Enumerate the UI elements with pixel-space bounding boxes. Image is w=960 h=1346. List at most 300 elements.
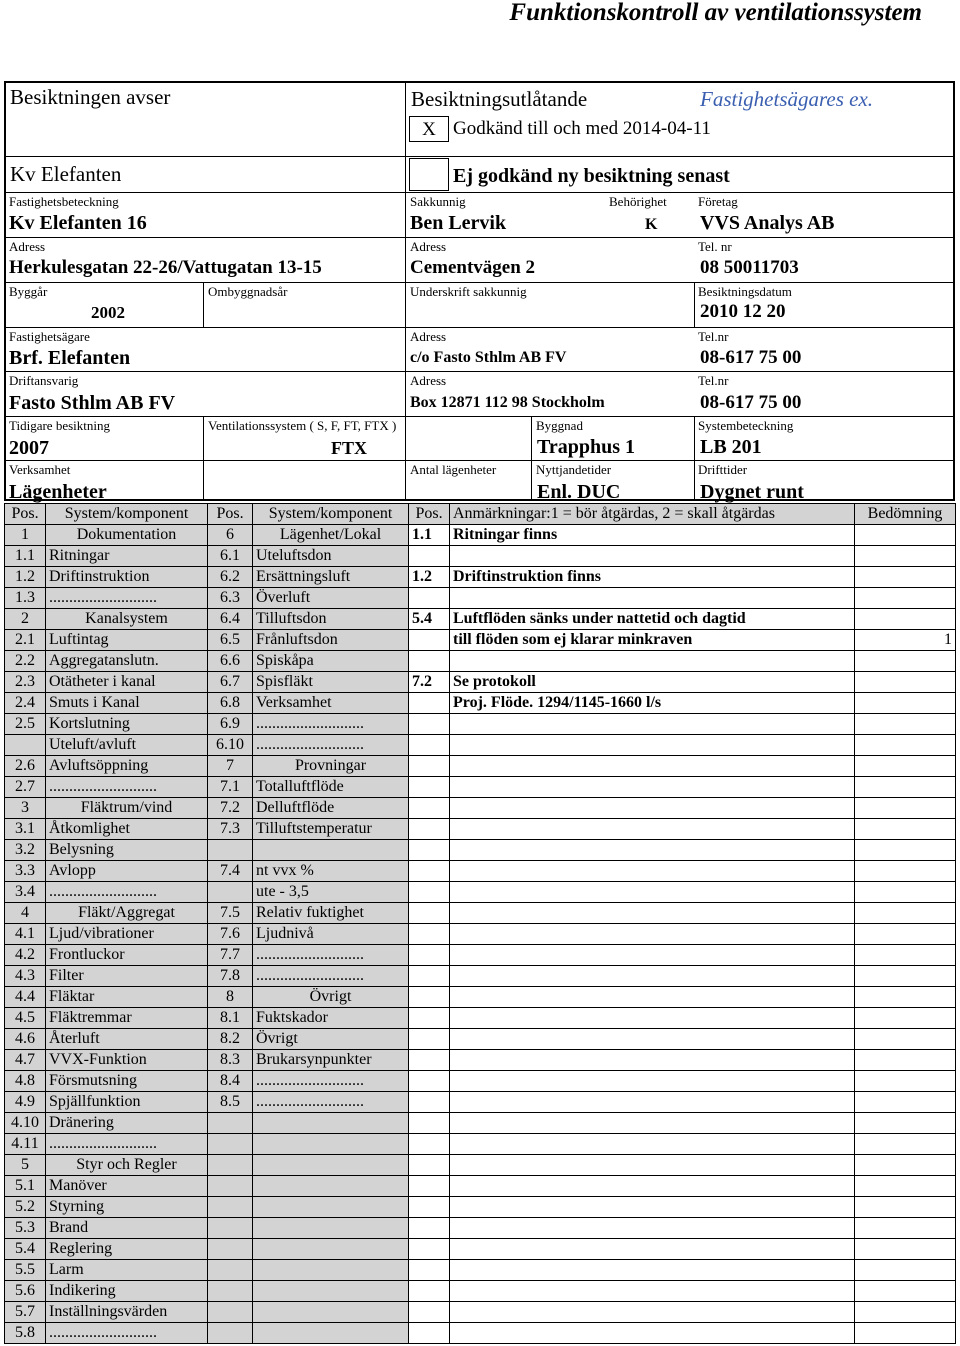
table-cell: 4.5 xyxy=(5,1008,46,1029)
table-cell xyxy=(208,1113,253,1134)
table-cell xyxy=(208,1176,253,1197)
sakkunnig-value: Ben Lervik xyxy=(410,212,507,234)
assessment-cell[interactable] xyxy=(855,1008,956,1029)
table-row xyxy=(5,546,956,567)
remark-cell[interactable] xyxy=(450,924,855,945)
table-cell: 4.4 xyxy=(5,987,46,1008)
assessment-cell[interactable] xyxy=(855,966,956,987)
table-cell: 4.10 xyxy=(5,1113,46,1134)
table-cell: 5 xyxy=(5,1155,46,1176)
table-row xyxy=(5,840,956,861)
table-cell: Ljud/vibrationer xyxy=(46,924,208,945)
table-cell: Indikering xyxy=(46,1281,208,1302)
table-cell xyxy=(253,1134,409,1155)
assessment-cell[interactable] xyxy=(855,756,956,777)
verksamhet-value: Lägenheter xyxy=(9,481,107,503)
table-cell: Brand xyxy=(46,1218,208,1239)
systembeteckning-label: Systembeteckning xyxy=(698,418,794,433)
table-cell: 6 xyxy=(208,525,253,546)
besiktningsutlatande-label: Besiktningsutlåtande xyxy=(411,87,588,111)
remark-cell[interactable] xyxy=(450,1113,855,1134)
table-cell: 5.3 xyxy=(5,1218,46,1239)
table-cell: 7.6 xyxy=(208,924,253,945)
remark-cell[interactable]: Luftflöden sänks under nattetid och dagtid xyxy=(450,609,855,630)
remark-cell[interactable] xyxy=(450,1155,855,1176)
table-cell xyxy=(409,1302,450,1323)
table-header-cell: System/komponent xyxy=(253,504,409,525)
table-cell xyxy=(409,882,450,903)
table-cell: 8 xyxy=(208,987,253,1008)
table-cell: 6.5 xyxy=(208,630,253,651)
assessment-cell[interactable] xyxy=(855,882,956,903)
table-cell xyxy=(409,546,450,567)
table-cell xyxy=(409,588,450,609)
copy-label: Fastighetsägares ex. xyxy=(700,87,874,111)
table-cell: 1.1 xyxy=(5,546,46,567)
divider xyxy=(4,416,955,417)
table-cell: 4.1 xyxy=(5,924,46,945)
table-cell xyxy=(5,735,46,756)
remark-cell[interactable] xyxy=(450,798,855,819)
table-cell xyxy=(409,819,450,840)
table-cell: 1.3 xyxy=(5,588,46,609)
table-cell xyxy=(253,1281,409,1302)
table-row xyxy=(5,588,956,609)
table-header-cell: System/komponent xyxy=(46,504,208,525)
table-row xyxy=(5,567,956,588)
table-cell: 5.2 xyxy=(5,1197,46,1218)
table-cell: ........................... xyxy=(46,588,208,609)
nyttjandetider-label: Nyttjandetider xyxy=(536,462,612,477)
assessment-cell[interactable] xyxy=(855,924,956,945)
table-cell: 1.1 xyxy=(409,525,450,546)
remark-cell[interactable] xyxy=(450,714,855,735)
table-cell: 5.7 xyxy=(5,1302,46,1323)
remark-cell[interactable] xyxy=(450,840,855,861)
table-cell: Övrigt xyxy=(253,987,409,1008)
table-row xyxy=(5,1239,956,1260)
table-cell xyxy=(409,798,450,819)
table-cell: Kortslutning xyxy=(46,714,208,735)
tidigare-value: 2007 xyxy=(9,437,49,459)
assessment-cell[interactable] xyxy=(855,1323,956,1344)
assessment-cell[interactable] xyxy=(855,1092,956,1113)
assessment-cell[interactable] xyxy=(855,1176,956,1197)
remark-cell[interactable] xyxy=(450,1323,855,1344)
table-cell: 6.3 xyxy=(208,588,253,609)
table-cell: 8.1 xyxy=(208,1008,253,1029)
table-cell xyxy=(409,756,450,777)
table-cell: Larm xyxy=(46,1260,208,1281)
table-cell: ........................... xyxy=(253,945,409,966)
table-row xyxy=(5,693,956,714)
table-cell: 2.7 xyxy=(5,777,46,798)
table-cell: Uteluftsdon xyxy=(253,546,409,567)
table-cell: 8.5 xyxy=(208,1092,253,1113)
table-cell xyxy=(208,1323,253,1344)
assessment-cell[interactable] xyxy=(855,945,956,966)
assessment-cell[interactable] xyxy=(855,588,956,609)
table-cell: 7.7 xyxy=(208,945,253,966)
remark-cell[interactable] xyxy=(450,777,855,798)
table-cell xyxy=(409,966,450,987)
table-cell xyxy=(409,651,450,672)
assessment-cell[interactable] xyxy=(855,861,956,882)
table-cell: ........................... xyxy=(46,882,208,903)
table-cell: Relativ fuktighet xyxy=(253,903,409,924)
table-cell: 4.3 xyxy=(5,966,46,987)
table-cell: ........................... xyxy=(253,1071,409,1092)
driftansvarig-label: Driftansvarig xyxy=(9,373,79,388)
assessment-cell[interactable] xyxy=(855,1071,956,1092)
table-cell: 3.1 xyxy=(5,819,46,840)
table-cell: ........................... xyxy=(46,1323,208,1344)
table-cell: Filter xyxy=(46,966,208,987)
table-cell: 7 xyxy=(208,756,253,777)
table-cell: 3.2 xyxy=(5,840,46,861)
table-cell: Provningar xyxy=(253,756,409,777)
assessment-cell[interactable] xyxy=(855,1218,956,1239)
foretag-value: VVS Analys AB xyxy=(700,212,835,234)
table-cell: 4.8 xyxy=(5,1071,46,1092)
table-cell: Dränering xyxy=(46,1113,208,1134)
tidigare-label: Tidigare besiktning xyxy=(9,418,110,433)
table-cell: Luftintag xyxy=(46,630,208,651)
table-row xyxy=(5,1092,956,1113)
ventsystem-label: Ventilationssystem ( S, F, FT, FTX ) xyxy=(208,418,397,433)
table-header-cell: Anmärkningar:1 = bör åtgärdas, 2 = skall åtgärdas xyxy=(450,504,855,525)
assessment-cell[interactable] xyxy=(855,693,956,714)
table-row xyxy=(5,882,956,903)
remark-cell[interactable] xyxy=(450,1029,855,1050)
divider xyxy=(531,416,532,500)
table-cell xyxy=(253,1155,409,1176)
driftansvarig-value: Fasto Sthlm AB FV xyxy=(9,392,176,414)
table-cell: Spisfläkt xyxy=(253,672,409,693)
table-cell: Aggregatanslutn. xyxy=(46,651,208,672)
table-cell: ........................... xyxy=(46,777,208,798)
table-row xyxy=(5,903,956,924)
inspection-table xyxy=(4,503,956,1344)
table-cell xyxy=(208,1155,253,1176)
remark-cell[interactable] xyxy=(450,882,855,903)
assessment-cell[interactable] xyxy=(855,1239,956,1260)
table-cell: 5.5 xyxy=(5,1260,46,1281)
table-cell: Tilluftstemperatur xyxy=(253,819,409,840)
table-cell: Styrning xyxy=(46,1197,208,1218)
table-row xyxy=(5,1218,956,1239)
remark-cell[interactable] xyxy=(450,819,855,840)
foretag-label: Företag xyxy=(698,194,738,209)
remark-cell[interactable]: Se protokoll xyxy=(450,672,855,693)
table-cell: 6.4 xyxy=(208,609,253,630)
table-cell: ........................... xyxy=(253,1092,409,1113)
assessment-cell[interactable] xyxy=(855,903,956,924)
table-cell xyxy=(208,882,253,903)
table-cell: 2.2 xyxy=(5,651,46,672)
table-cell: Spjällfunktion xyxy=(46,1092,208,1113)
table-cell: Ersättningsluft xyxy=(253,567,409,588)
table-cell: 6.9 xyxy=(208,714,253,735)
assessment-cell[interactable] xyxy=(855,546,956,567)
table-cell xyxy=(409,1050,450,1071)
table-cell xyxy=(409,1071,450,1092)
remark-cell[interactable]: Proj. Flöde. 1294/1145-1660 l/s xyxy=(450,693,855,714)
telnr-label: Tel.nr xyxy=(698,373,729,388)
table-cell xyxy=(409,777,450,798)
assessment-cell[interactable]: 1 xyxy=(855,630,956,651)
table-cell: Dokumentation xyxy=(46,525,208,546)
assessment-cell[interactable] xyxy=(855,1260,956,1281)
table-row xyxy=(5,1155,956,1176)
table-row xyxy=(5,1260,956,1281)
table-cell: 4.7 xyxy=(5,1050,46,1071)
behorighet-label: Behörighet xyxy=(609,194,667,209)
remark-cell[interactable] xyxy=(450,1050,855,1071)
ombyggnadsar-label: Ombyggnadsår xyxy=(208,284,288,299)
remark-cell[interactable]: Driftinstruktion finns xyxy=(450,567,855,588)
assessment-cell[interactable] xyxy=(855,609,956,630)
assessment-cell[interactable] xyxy=(855,714,956,735)
besiktningsdatum-label: Besiktningsdatum xyxy=(698,284,792,299)
table-cell xyxy=(409,861,450,882)
divider xyxy=(203,282,204,327)
table-cell: ........................... xyxy=(253,735,409,756)
table-cell: Fuktskador xyxy=(253,1008,409,1029)
assessment-cell[interactable] xyxy=(855,735,956,756)
assessment-cell[interactable] xyxy=(855,1050,956,1071)
table-row xyxy=(5,819,956,840)
table-cell: Frontluckor xyxy=(46,945,208,966)
ej-godkand-checkbox[interactable] xyxy=(409,158,449,191)
remark-cell[interactable] xyxy=(450,1197,855,1218)
table-header-cell: Pos. xyxy=(409,504,450,525)
table-cell: Verksamhet xyxy=(253,693,409,714)
table-cell: 4 xyxy=(5,903,46,924)
table-cell: 6.1 xyxy=(208,546,253,567)
table-cell xyxy=(208,1239,253,1260)
table-cell: Lägenhet/Lokal xyxy=(253,525,409,546)
table-row xyxy=(5,1176,956,1197)
table-cell: 6.7 xyxy=(208,672,253,693)
remark-cell[interactable] xyxy=(450,1281,855,1302)
assessment-cell[interactable] xyxy=(855,798,956,819)
assessment-cell[interactable] xyxy=(855,525,956,546)
table-cell: 3 xyxy=(5,798,46,819)
table-cell xyxy=(409,1260,450,1281)
remark-cell[interactable] xyxy=(450,651,855,672)
table-cell xyxy=(409,1113,450,1134)
assessment-cell[interactable] xyxy=(855,819,956,840)
table-cell xyxy=(409,1176,450,1197)
assessment-cell[interactable] xyxy=(855,1197,956,1218)
remark-cell[interactable] xyxy=(450,1092,855,1113)
table-row xyxy=(5,672,956,693)
table-row xyxy=(5,1071,956,1092)
table-cell: Brukarsynpunkter xyxy=(253,1050,409,1071)
drifttider-label: Drifttider xyxy=(698,462,748,477)
nyttjandetider-value: Enl. DUC xyxy=(537,481,621,503)
divider xyxy=(4,327,955,328)
assessment-cell[interactable] xyxy=(855,1302,956,1323)
remark-cell[interactable] xyxy=(450,588,855,609)
table-cell xyxy=(208,1260,253,1281)
table-cell xyxy=(208,1197,253,1218)
table-cell xyxy=(253,1302,409,1323)
table-cell: 7.8 xyxy=(208,966,253,987)
table-header-cell: Bedömning xyxy=(855,504,956,525)
table-cell: ........................... xyxy=(253,966,409,987)
table-cell xyxy=(409,693,450,714)
remark-cell[interactable] xyxy=(450,987,855,1008)
table-cell: 4.9 xyxy=(5,1092,46,1113)
table-cell xyxy=(409,1092,450,1113)
remark-cell[interactable] xyxy=(450,1071,855,1092)
remark-cell[interactable] xyxy=(450,945,855,966)
table-cell xyxy=(409,840,450,861)
table-row xyxy=(5,1134,956,1155)
table-cell: 8.3 xyxy=(208,1050,253,1071)
drift-adress-label: Adress xyxy=(410,373,447,388)
divider xyxy=(4,237,955,238)
divider xyxy=(4,282,955,283)
remark-cell[interactable] xyxy=(450,1302,855,1323)
table-cell: ute - 3,5 xyxy=(253,882,409,903)
agare-adress-label: Adress xyxy=(410,329,447,344)
table-row xyxy=(5,1029,956,1050)
table-cell xyxy=(253,840,409,861)
table-cell: 1.2 xyxy=(409,567,450,588)
remark-cell[interactable]: Ritningar finns xyxy=(450,525,855,546)
remark-cell[interactable] xyxy=(450,1008,855,1029)
table-cell: Ljudnivå xyxy=(253,924,409,945)
underskrift-label: Underskrift sakkunnig xyxy=(410,284,527,299)
besiktningsdatum-value: 2010 12 20 xyxy=(700,301,786,322)
table-header-cell: Pos. xyxy=(208,504,253,525)
table-cell xyxy=(208,840,253,861)
assessment-cell[interactable] xyxy=(855,651,956,672)
table-cell: Fläktremmar xyxy=(46,1008,208,1029)
telnr-label: Tel.nr xyxy=(698,329,729,344)
assessment-cell[interactable] xyxy=(855,1113,956,1134)
table-cell: Ritningar xyxy=(46,546,208,567)
table-row xyxy=(5,1197,956,1218)
remark-cell[interactable] xyxy=(450,966,855,987)
divider xyxy=(694,282,695,327)
object-name: Kv Elefanten xyxy=(10,162,122,186)
remark-cell[interactable] xyxy=(450,756,855,777)
table-cell xyxy=(208,1302,253,1323)
assessment-cell[interactable] xyxy=(855,1155,956,1176)
remark-cell[interactable] xyxy=(450,1218,855,1239)
assessment-cell[interactable] xyxy=(855,1029,956,1050)
assessment-cell[interactable] xyxy=(855,987,956,1008)
table-row xyxy=(5,777,956,798)
remark-cell[interactable] xyxy=(450,735,855,756)
verksamhet-label: Verksamhet xyxy=(9,462,71,477)
table-cell: Återluft xyxy=(46,1029,208,1050)
assessment-cell[interactable] xyxy=(855,1281,956,1302)
table-cell: 3.4 xyxy=(5,882,46,903)
remark-cell[interactable] xyxy=(450,1260,855,1281)
sakkunnig-label: Sakkunnig xyxy=(410,194,466,209)
table-cell xyxy=(409,945,450,966)
table-cell: 2.1 xyxy=(5,630,46,651)
table-cell: 5.8 xyxy=(5,1323,46,1344)
assessment-cell[interactable] xyxy=(855,840,956,861)
fastighetsbeteckning-value: Kv Elefanten 16 xyxy=(9,212,147,234)
table-cell: ........................... xyxy=(253,714,409,735)
table-cell: nt vvx % xyxy=(253,861,409,882)
telnr-label: Tel. nr xyxy=(698,239,732,254)
assessment-cell[interactable] xyxy=(855,567,956,588)
table-cell xyxy=(409,630,450,651)
remark-cell[interactable] xyxy=(450,1239,855,1260)
table-cell: 5.4 xyxy=(409,609,450,630)
remark-cell[interactable] xyxy=(450,861,855,882)
table-cell xyxy=(253,1197,409,1218)
table-cell xyxy=(409,1239,450,1260)
table-cell xyxy=(409,1008,450,1029)
remark-cell[interactable] xyxy=(450,546,855,567)
table-cell: 2.6 xyxy=(5,756,46,777)
table-cell: 7.5 xyxy=(208,903,253,924)
telnr-value: 08-617 75 00 xyxy=(700,392,802,413)
table-cell: Styr och Regler xyxy=(46,1155,208,1176)
table-cell: Överluft xyxy=(253,588,409,609)
remark-cell[interactable] xyxy=(450,1134,855,1155)
assessment-cell[interactable] xyxy=(855,1134,956,1155)
table-cell: 2.3 xyxy=(5,672,46,693)
table-cell: 7.4 xyxy=(208,861,253,882)
behorighet-value: K xyxy=(645,216,658,233)
table-cell: 6.8 xyxy=(208,693,253,714)
table-cell: 2.5 xyxy=(5,714,46,735)
table-cell: 8.2 xyxy=(208,1029,253,1050)
table-cell: Belysning xyxy=(46,840,208,861)
table-cell: Kanalsystem xyxy=(46,609,208,630)
table-row xyxy=(5,1302,956,1323)
table-cell: 7.2 xyxy=(208,798,253,819)
table-row xyxy=(5,525,956,546)
table-cell: Övrigt xyxy=(253,1029,409,1050)
table-cell: 5.1 xyxy=(5,1176,46,1197)
table-row xyxy=(5,1050,956,1071)
byggar-value: 2002 xyxy=(91,303,125,322)
table-cell: Fläktrum/vind xyxy=(46,798,208,819)
table-cell xyxy=(409,1029,450,1050)
table-cell xyxy=(208,1281,253,1302)
assessment-cell[interactable] xyxy=(855,672,956,693)
godkand-checkbox[interactable]: X xyxy=(409,116,449,142)
table-cell: 2.4 xyxy=(5,693,46,714)
table-row xyxy=(5,798,956,819)
table-row xyxy=(5,966,956,987)
table-cell: Frånluftsdon xyxy=(253,630,409,651)
assessment-cell[interactable] xyxy=(855,777,956,798)
table-cell: Fläkt/Aggregat xyxy=(46,903,208,924)
remark-cell[interactable] xyxy=(450,1176,855,1197)
table-row xyxy=(5,735,956,756)
telnr-value: 08-617 75 00 xyxy=(700,347,802,368)
remark-cell[interactable] xyxy=(450,903,855,924)
table-cell xyxy=(409,1323,450,1344)
table-cell xyxy=(253,1113,409,1134)
ej-godkand-text: Ej godkänd ny besiktning senast xyxy=(453,165,730,187)
table-cell xyxy=(409,1134,450,1155)
remark-cell[interactable]: till flöden som ej klarar minkraven xyxy=(450,630,855,651)
table-cell: Fläktar xyxy=(46,987,208,1008)
